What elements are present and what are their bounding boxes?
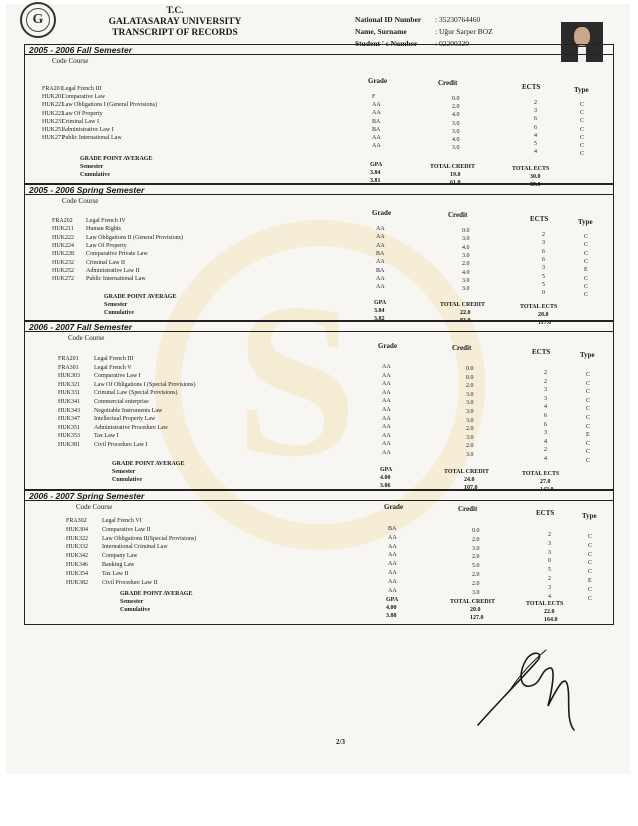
course-name: Legal French IV [86,218,126,224]
course-code: HUK321 [58,381,80,388]
cumulative-label: Cumulative [120,607,150,613]
course-code: FRA201 [58,356,79,362]
course-credit: 4.0 [462,244,470,251]
column-header-ects: ECTS [532,348,551,356]
course-code: HUK252 [52,267,74,274]
cumulative-credit: 107.0 [464,485,478,491]
course-name: Banking Law [102,562,135,568]
semester-ects: 22.0 [544,609,555,615]
course-name: Tax Law II [102,570,129,577]
course-ects: 5 [534,141,537,147]
university-seal-icon [20,2,56,38]
course-code: HUK211 [52,226,74,233]
course-ects: 2 [548,532,551,538]
course-credit: 2.0 [452,104,460,111]
total-credit-label: TOTAL CREDIT [450,599,495,605]
course-type: C [584,292,589,299]
course-name: Public International Law [62,135,122,142]
course-code: HUK343 [58,407,80,414]
course-type: C [584,283,589,290]
cumulative-credit: 61.0 [450,180,461,186]
course-type: C [584,275,589,282]
course-ects: 3 [544,387,547,394]
course-credit: 2.0 [462,261,470,268]
course-grade: AA [382,407,391,413]
course-credit: 3.0 [466,434,474,441]
column-header-grade: Grade [372,209,392,217]
course-code: HUK351 [58,424,80,431]
course-ects: 5 [548,567,551,574]
course-type: C [584,234,589,240]
total-ects-label: TOTAL ECTS [512,166,550,172]
course-name: Civil Procedure Law I [94,442,148,448]
column-header-ects: ECTS [536,509,555,517]
course-code: HUK231 [42,118,64,125]
course-grade: AA [376,242,385,249]
course-type: C [584,258,589,265]
gpa-label: GPA [370,162,383,168]
course-credit: 2.0 [466,383,474,390]
course-type: E [584,267,588,274]
course-type: C [586,423,591,430]
signature-icon [470,630,590,740]
cumulative-ects: 89.0 [530,182,541,188]
course-code: HUK341 [58,399,80,405]
semester-title: 2006 - 2007 Spring Semester [29,491,145,501]
course-credit: 3.0 [466,409,474,415]
course-grade: AA [382,441,391,448]
course-type: C [588,595,593,602]
course-code: HUK322 [66,535,88,542]
course-grade: AA [388,561,397,568]
course-ects: 3 [544,395,547,402]
semester-label: Semester [112,469,136,475]
course-credit: 2.0 [472,580,480,587]
course-type: C [580,102,585,108]
course-code: HUK346 [66,562,88,568]
course-credit: 3.0 [472,545,480,552]
course-credit: 3.0 [466,417,474,424]
course-code: HUK221 [42,102,64,109]
column-header-code-course: Code Course [76,503,113,511]
semester-label: Semester [104,302,128,308]
course-code: HUK303 [58,373,80,380]
column-header-code-course: Code Course [62,197,99,205]
course-grade: BA [376,250,385,257]
page-number: 2/3 [336,738,345,746]
course-code: HUK223 [42,110,64,117]
course-code: HUK381 [58,442,80,448]
gpa-label: GPA [386,597,399,603]
cumulative-label: Cumulative [80,172,110,178]
course-type: C [580,134,585,141]
semester-label: Semester [120,599,144,605]
course-ects: 2 [544,447,547,454]
gpa-label: GPA [380,467,393,473]
column-header-type: Type [582,512,597,520]
course-code: HUK232 [52,259,74,266]
course-name: Law Of Obligations I (Special Provisions) [94,381,196,388]
course-credit: 4.0 [452,137,460,143]
course-ects: 6 [534,116,537,123]
course-credit: 3.0 [452,120,460,127]
course-code: FRA302 [66,518,87,524]
course-type: C [586,415,591,421]
course-credit: 0.0 [466,366,474,372]
course-ects: 3 [534,108,537,115]
course-ects: 2 [548,576,551,582]
course-grade: AA [388,587,397,594]
cumulative-gpa: 3.82 [374,316,385,322]
course-ects: 6 [544,413,547,419]
course-grade: AA [382,372,391,379]
course-credit: 0.0 [462,228,470,234]
cumulative-label: Cumulative [112,477,142,483]
semester-gpa: 3.84 [370,170,381,176]
course-credit: 4.0 [452,112,460,119]
course-grade: AA [382,415,391,422]
column-header-ects: ECTS [522,83,541,91]
course-ects: 3 [544,430,547,437]
course-credit: 3.0 [462,252,470,259]
course-name: Comparative Law I [94,373,141,380]
course-credit: 5.0 [472,563,480,570]
header-line-1: T.C. [166,6,184,16]
info-value: : 02200320 [435,39,469,48]
course-type: C [586,397,591,404]
course-grade: F [372,94,376,100]
course-type: C [580,118,585,125]
course-grade: AA [376,226,385,232]
course-code: HUK271 [42,135,64,142]
info-label: Name, Surname [355,27,407,36]
course-credit: 0.0 [466,374,474,381]
course-type: C [580,143,585,149]
course-name: Company Law [102,553,138,560]
semester-title: 2006 - 2007 Fall Semester [29,322,133,332]
course-grade: AA [372,135,381,141]
course-type: C [586,449,591,456]
course-credit: 0.0 [452,96,460,102]
course-type: E [588,578,592,584]
column-header-ects: ECTS [530,215,549,223]
course-code: HUK201 [42,94,64,101]
course-name: Comparative Law [62,94,106,101]
gpa-title: GRADE POINT AVERAGE [112,461,185,467]
info-label: Student ' s Number [355,39,418,48]
course-grade: AA [388,578,397,585]
cumulative-gpa: 3.81 [370,178,381,184]
course-name: Civil Procedure Law II [102,579,158,586]
column-header-type: Type [574,86,589,94]
course-ects: 4 [544,456,547,462]
total-credit-label: TOTAL CREDIT [430,164,475,170]
course-code: HUK353 [58,433,80,440]
semester-title: 2005 - 2006 Fall Semester [29,45,133,55]
course-grade: BA [372,126,381,133]
course-ects: 0 [542,290,545,297]
course-ects: 2 [544,378,547,385]
course-ects: 3 [548,549,551,556]
course-type: C [588,560,593,567]
semester-gpa: 4.00 [380,475,391,481]
course-ects: 4 [534,149,537,156]
course-grade: AA [376,275,385,282]
course-credit: 2.0 [466,426,474,433]
course-type: C [586,440,591,447]
course-credit: 2.0 [466,443,474,450]
course-credit: 3.0 [466,452,474,458]
course-grade: AA [382,424,391,431]
course-type: C [588,551,593,558]
course-credit: 3.0 [466,400,474,407]
column-header-code-course: Code Course [68,334,105,342]
course-grade: AA [382,364,391,370]
course-grade: BA [376,267,385,274]
course-type: E [586,432,590,439]
course-name: Legal French III [62,86,102,92]
course-type: C [580,126,585,133]
course-code: HUK354 [66,570,88,577]
cumulative-gpa: 3.88 [386,613,397,619]
course-grade: AA [382,450,391,456]
course-name: Negotiable Instruments Law [94,407,163,414]
course-name: Law Obligations I (General Provisions) [62,102,157,109]
course-grade: AA [376,284,385,291]
course-name: Public International Law [86,276,146,283]
cumulative-gpa: 3.86 [380,483,391,489]
gpa-label: GPA [374,300,387,306]
course-grade: AA [372,102,381,109]
course-credit: 3.0 [462,236,470,243]
watermark-letter: S [235,258,358,502]
course-credit: 3.0 [466,391,474,398]
course-name: Human Rights [86,226,121,233]
column-header-grade: Grade [384,503,404,511]
semester-ects: 30.0 [530,174,541,180]
course-name: Administrative Law II [86,267,140,274]
course-name: Administrative Law I [62,127,114,133]
course-name: Law Obligations II(Special Provisions) [102,535,197,542]
course-code: HUK347 [58,416,80,423]
course-code: HUK342 [66,553,88,560]
course-code: HUK332 [66,544,88,551]
course-type: C [586,406,591,413]
course-code: HUK251 [42,127,64,133]
course-type: C [588,542,593,549]
course-type: C [580,151,585,158]
course-type: C [584,250,589,257]
course-ects: 2 [542,232,545,238]
course-ects: 2 [534,100,537,106]
course-code: HUK272 [52,276,74,283]
column-header-credit: Credit [448,211,468,219]
course-type: C [588,569,593,576]
course-code: FRA201 [42,86,63,92]
semester-credit: 20.0 [470,607,481,613]
semester-label: Semester [80,164,104,170]
semester-credit: 22.0 [460,310,471,316]
seal-letter: G [26,8,50,32]
course-credit: 4.0 [462,269,470,276]
course-type: C [584,242,589,249]
course-ects: 4 [548,593,551,600]
course-grade: AA [372,143,381,150]
course-credit: 2.0 [472,536,480,543]
course-code: FRA301 [58,364,79,371]
semester-ects: 28.0 [538,312,549,318]
course-name: Comparative Private Law [86,251,148,258]
course-ects: 5 [542,273,545,280]
course-grade: AA [382,398,391,405]
course-name: Law Obligations II (General Provisions) [86,234,183,241]
gpa-title: GRADE POINT AVERAGE [80,156,153,162]
course-type: C [580,110,585,117]
course-grade: AA [388,543,397,550]
course-code: HUK331 [58,390,80,397]
course-name: Comparative Law II [102,526,151,533]
course-name: Tax Law I [94,433,119,440]
course-credit: 3.0 [462,277,470,284]
course-type: C [588,586,593,593]
total-ects-label: TOTAL ECTS [526,601,564,607]
course-type: C [586,380,591,387]
column-header-type: Type [578,218,593,226]
column-header-credit: Credit [452,344,472,352]
cumulative-credit: 83.0 [460,318,471,324]
course-credit: 3.0 [472,589,480,596]
document-header [80,6,270,39]
course-name: Legal French III [94,356,134,362]
course-ects: 4 [544,438,547,445]
course-credit: 3.0 [452,128,460,135]
course-code: HUK382 [66,579,88,586]
course-grade: AA [388,534,397,541]
course-grade: AA [382,432,391,439]
course-grade: AA [382,381,391,388]
course-type: C [586,372,591,378]
cumulative-ects: 142.0 [540,487,554,493]
course-type: C [586,458,591,464]
course-ects: 0 [548,558,551,565]
course-code: HUK228 [52,251,74,258]
gpa-title: GRADE POINT AVERAGE [104,294,177,300]
course-grade: BA [372,118,381,125]
course-name: Criminal Law II [86,259,125,266]
course-name: Administrative Procedure Law [94,424,168,431]
course-credit: 2.0 [472,554,480,561]
course-credit: 2.0 [472,572,480,578]
column-header-type: Type [580,351,595,359]
course-ects: 6 [542,248,545,255]
cumulative-ects: 164.0 [544,617,558,623]
course-ects: 4 [534,132,537,139]
course-name: International Criminal Law [102,544,168,551]
gpa-title: GRADE POINT AVERAGE [120,591,193,597]
semester-title: 2005 - 2006 Spring Semester [29,185,145,195]
course-type: C [586,389,591,396]
cumulative-label: Cumulative [104,310,134,316]
info-label: National ID Number [355,15,422,24]
cumulative-credit: 127.0 [470,615,484,621]
course-ects: 3 [542,240,545,247]
course-ects: 3 [548,584,551,591]
course-code: HUK304 [66,526,88,533]
course-ects: 5 [542,281,545,288]
course-ects: 6 [542,256,545,263]
course-ects: 6 [544,421,547,428]
semester-frame [24,44,614,184]
course-ects: 6 [534,124,537,131]
semester-credit: 24.0 [464,477,475,483]
course-ects: 3 [548,540,551,547]
semester-credit: 19.0 [450,172,461,178]
course-grade: AA [372,110,381,117]
total-ects-label: TOTAL ECTS [522,471,560,477]
semester-gpa: 4.00 [386,605,397,611]
course-name: Legal French VI [102,518,142,524]
course-name: Legal French V [94,364,132,371]
semester-gpa: 3.84 [374,308,385,314]
column-header-credit: Credit [458,505,478,513]
course-code: HUK222 [52,234,74,241]
course-grade: AA [382,389,391,396]
course-ects: 2 [544,370,547,376]
course-name: Commercial enterprise [94,399,149,405]
document-title: TRANSCRIPT OF RECORDS [112,28,238,38]
university-name: GALATASARAY UNIVERSITY [108,17,242,27]
course-name: Criminal Law (Special Provisions) [94,390,178,397]
course-name: Law Of Property [62,110,103,117]
course-name: Criminal Law I [62,118,99,125]
total-credit-label: TOTAL CREDIT [444,469,489,475]
course-grade: AA [376,259,385,266]
column-header-credit: Credit [438,79,458,87]
info-value: : Uğur Sarper BOZ [435,27,493,36]
course-ects: 4 [544,404,547,411]
course-credit: 3.0 [462,286,470,293]
total-credit-label: TOTAL CREDIT [440,302,485,308]
student-info-row [355,26,493,38]
course-code: FRA202 [52,218,73,224]
column-header-grade: Grade [368,77,388,85]
course-type: C [588,534,593,540]
course-name: Law Of Property [86,242,127,249]
course-grade: AA [388,570,397,576]
course-grade: AA [388,552,397,559]
course-ects: 3 [542,265,545,272]
course-credit: 0.0 [472,528,480,534]
course-credit: 3.0 [452,145,460,152]
student-info-row [355,14,493,26]
semester-ects: 27.0 [540,479,551,485]
course-grade: BA [388,526,397,532]
cumulative-ects: 117.0 [538,320,552,326]
course-grade: AA [376,234,385,241]
total-ects-label: TOTAL ECTS [520,304,558,310]
column-header-grade: Grade [378,342,398,350]
info-value: : 35230764460 [435,15,481,24]
course-name: Intellectual Property Law [94,416,156,423]
column-header-code-course: Code Course [52,57,89,65]
course-code: HUK224 [52,242,74,249]
